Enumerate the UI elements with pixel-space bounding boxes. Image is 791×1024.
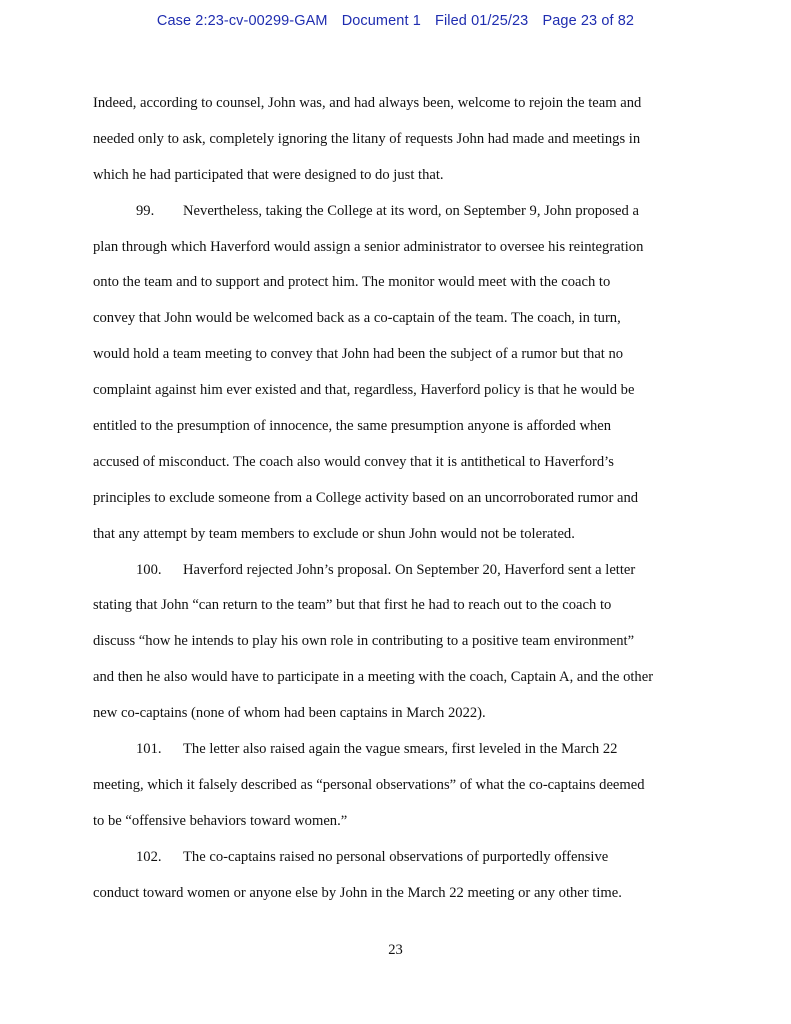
paragraph-number: 102.	[136, 848, 162, 865]
text-line: which he had participated that were designed to do just that.	[93, 166, 444, 183]
text-line: conduct toward women or anyone else by John in the March 22 meeting or any other time.	[93, 884, 622, 901]
paragraph-102-first-line: 102. The co-captains raised no personal observations of purportedly offensive	[93, 840, 699, 876]
document-number: Document 1	[341, 13, 421, 29]
text-line: entitled to the presumption of innocence, the same presumption anyone is afforded when	[93, 418, 612, 435]
paragraph-number: 101.	[136, 741, 162, 758]
paragraph-99-first-line: 99. Nevertheless, taking the College at its word, on September 9, John proposed a	[93, 194, 699, 230]
text-line: discuss “how he intends to play his own role in contributing to a positive team environment”	[93, 633, 635, 650]
filed-date: Filed 01/25/23	[435, 13, 529, 29]
text-line: new co-captains (none of whom had been captains in March 2022).	[93, 705, 486, 722]
body-text	[93, 86, 699, 911]
text-line: principles to exclude someone from a College activity based on an uncorroborated rumor and	[93, 489, 639, 506]
text-line: meeting, which it falsely described as “personal observations” of what the co-captains deemed	[93, 776, 645, 793]
text-line: stating that John “can return to the team” but that first he had to reach out to the coach to	[93, 597, 612, 614]
text-line: that any attempt by team members to exclude or shun John would not be tolerated.	[93, 525, 575, 542]
paragraph-number: 100.	[136, 561, 162, 578]
text-line: convey that John would be welcomed back as a co-captain of the team. The coach, in turn,	[93, 310, 621, 327]
text-line: would hold a team meeting to convey that John had been the subject of a rumor but that no	[93, 346, 624, 363]
text-line: and then he also would have to participate in a meeting with the coach, Captain A, and the other	[93, 669, 654, 686]
paragraph-number: 99.	[136, 202, 155, 219]
paragraph-101-first-line: 101. The letter also raised again the vague smears, first leveled in the March 22	[93, 732, 699, 768]
text-line: onto the team and to support and protect him. The monitor would meet with the coach to	[93, 274, 611, 291]
text-line: plan through which Haverford would assign a senior administrator to oversee his reintegration	[93, 238, 644, 255]
page-number: 23	[388, 942, 403, 958]
text-line: complaint against him ever existed and that, regardless, Haverford policy is that he would be	[93, 382, 635, 399]
case-header	[0, 13, 791, 29]
text-line: to be “offensive behaviors toward women.”	[93, 812, 348, 829]
text-line: Indeed, according to counsel, John was, and had always been, welcome to rejoin the team and	[93, 95, 642, 111]
paragraph-100-first-line: 100. Haverford rejected John’s proposal. On September 20, Haverford sent a letter	[93, 553, 699, 589]
page-count: Page 23 of 82	[542, 13, 635, 29]
text-line: accused of misconduct. The coach also would convey that it is antithetical to Haverford’s	[93, 453, 614, 470]
text-line: needed only to ask, completely ignoring the litany of requests John had made and meetings in	[93, 130, 641, 147]
case-number: Case 2:23-cv-00299-GAM	[156, 13, 328, 29]
